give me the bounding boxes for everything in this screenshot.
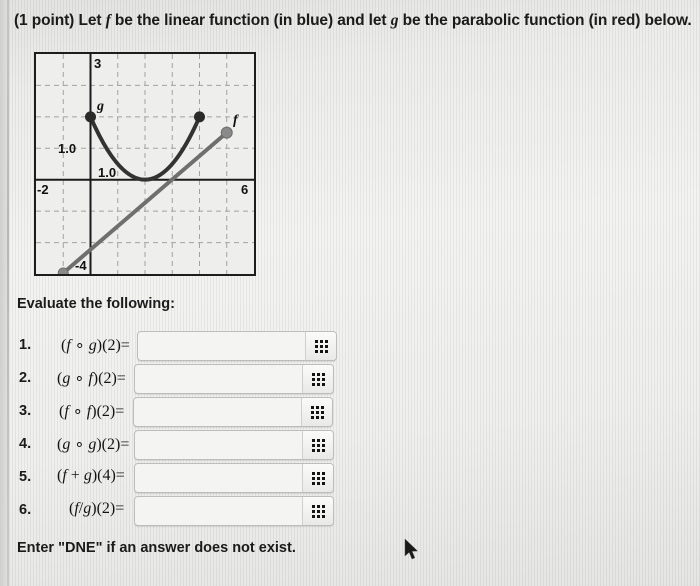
answer-input[interactable]: [138, 332, 305, 360]
curve-g-endpoint-left: [85, 111, 96, 122]
keypad-icon[interactable]: [302, 497, 333, 525]
answer-input[interactable]: [134, 398, 301, 426]
answer-row-number: 6.: [19, 502, 32, 518]
answer-field-wrapper: [134, 496, 334, 526]
prompt-text-3: be the parabolic function (in red) below.: [402, 12, 692, 29]
prompt-var-g: g: [390, 12, 399, 29]
curve-f-endpoint-left: [58, 268, 68, 274]
answer-field-wrapper: [134, 463, 334, 493]
answer-field-wrapper: [133, 397, 333, 427]
answer-row-number: 5.: [19, 469, 32, 485]
answer-row-number: 2.: [19, 370, 32, 386]
answer-row: [17, 363, 337, 396]
answer-input[interactable]: [135, 464, 302, 492]
keypad-icon[interactable]: [305, 332, 336, 360]
answer-row: [17, 330, 337, 363]
evaluate-heading: Evaluate the following:: [17, 296, 175, 312]
answer-row-number: 1.: [19, 337, 32, 353]
answer-row-expression: (g ∘ g)(2)=: [57, 436, 130, 453]
answer-field-wrapper: [137, 331, 337, 361]
answer-field-wrapper: [134, 364, 334, 394]
answer-input[interactable]: [135, 365, 302, 393]
answer-row-expression: (f ∘ f)(2)=: [59, 403, 125, 420]
prompt-var-f: f: [105, 12, 111, 29]
dne-footnote: Enter "DNE" if an answer does not exist.: [17, 540, 296, 556]
function-graph: [34, 52, 256, 276]
graph-label-curve-f: f: [233, 113, 238, 128]
graph-label-x-one: 1.0: [98, 165, 117, 180]
page-left-rule: [7, 0, 9, 586]
graph-label-y-bottom: -4: [75, 258, 87, 273]
prompt-text-1: Let: [78, 12, 102, 29]
answer-input[interactable]: [135, 497, 302, 525]
keypad-icon[interactable]: [302, 365, 333, 393]
answer-row: [17, 396, 337, 429]
answer-row-number: 3.: [19, 403, 32, 419]
answer-row: [17, 429, 337, 462]
graph-label-y-top: 3: [94, 56, 102, 71]
answer-rows: [17, 330, 337, 528]
mouse-pointer-icon: [404, 539, 420, 561]
problem-prompt: [14, 12, 692, 30]
answer-row-expression: (g ∘ f)(2)=: [57, 370, 126, 387]
page-left-margin: [0, 0, 7, 586]
graph-label-x-right: 6: [241, 182, 249, 197]
keypad-icon[interactable]: [302, 431, 333, 459]
answer-row-number: 4.: [19, 436, 32, 452]
curve-g-endpoint-right: [194, 111, 205, 122]
keypad-icon[interactable]: [301, 398, 332, 426]
answer-row-expression: (f + g)(4)=: [57, 467, 125, 484]
answer-row: [17, 462, 337, 495]
graph-label-curve-g: g: [97, 99, 104, 114]
prompt-text-2: be the linear function (in blue) and let: [114, 12, 387, 29]
keypad-icon[interactable]: [302, 464, 333, 492]
answer-row: [17, 495, 337, 528]
answer-input[interactable]: [135, 431, 302, 459]
answer-row-expression: (f ∘ g)(2)=: [61, 337, 130, 354]
prompt-points: (1 point): [14, 12, 75, 29]
graph-label-y-one: 1.0: [58, 141, 77, 156]
answer-row-expression: (f/g)(2)=: [69, 500, 125, 517]
graph-canvas: [36, 54, 254, 274]
graph-label-x-left: -2: [37, 182, 49, 197]
answer-field-wrapper: [134, 430, 334, 460]
curve-f-endpoint-right: [221, 127, 232, 138]
